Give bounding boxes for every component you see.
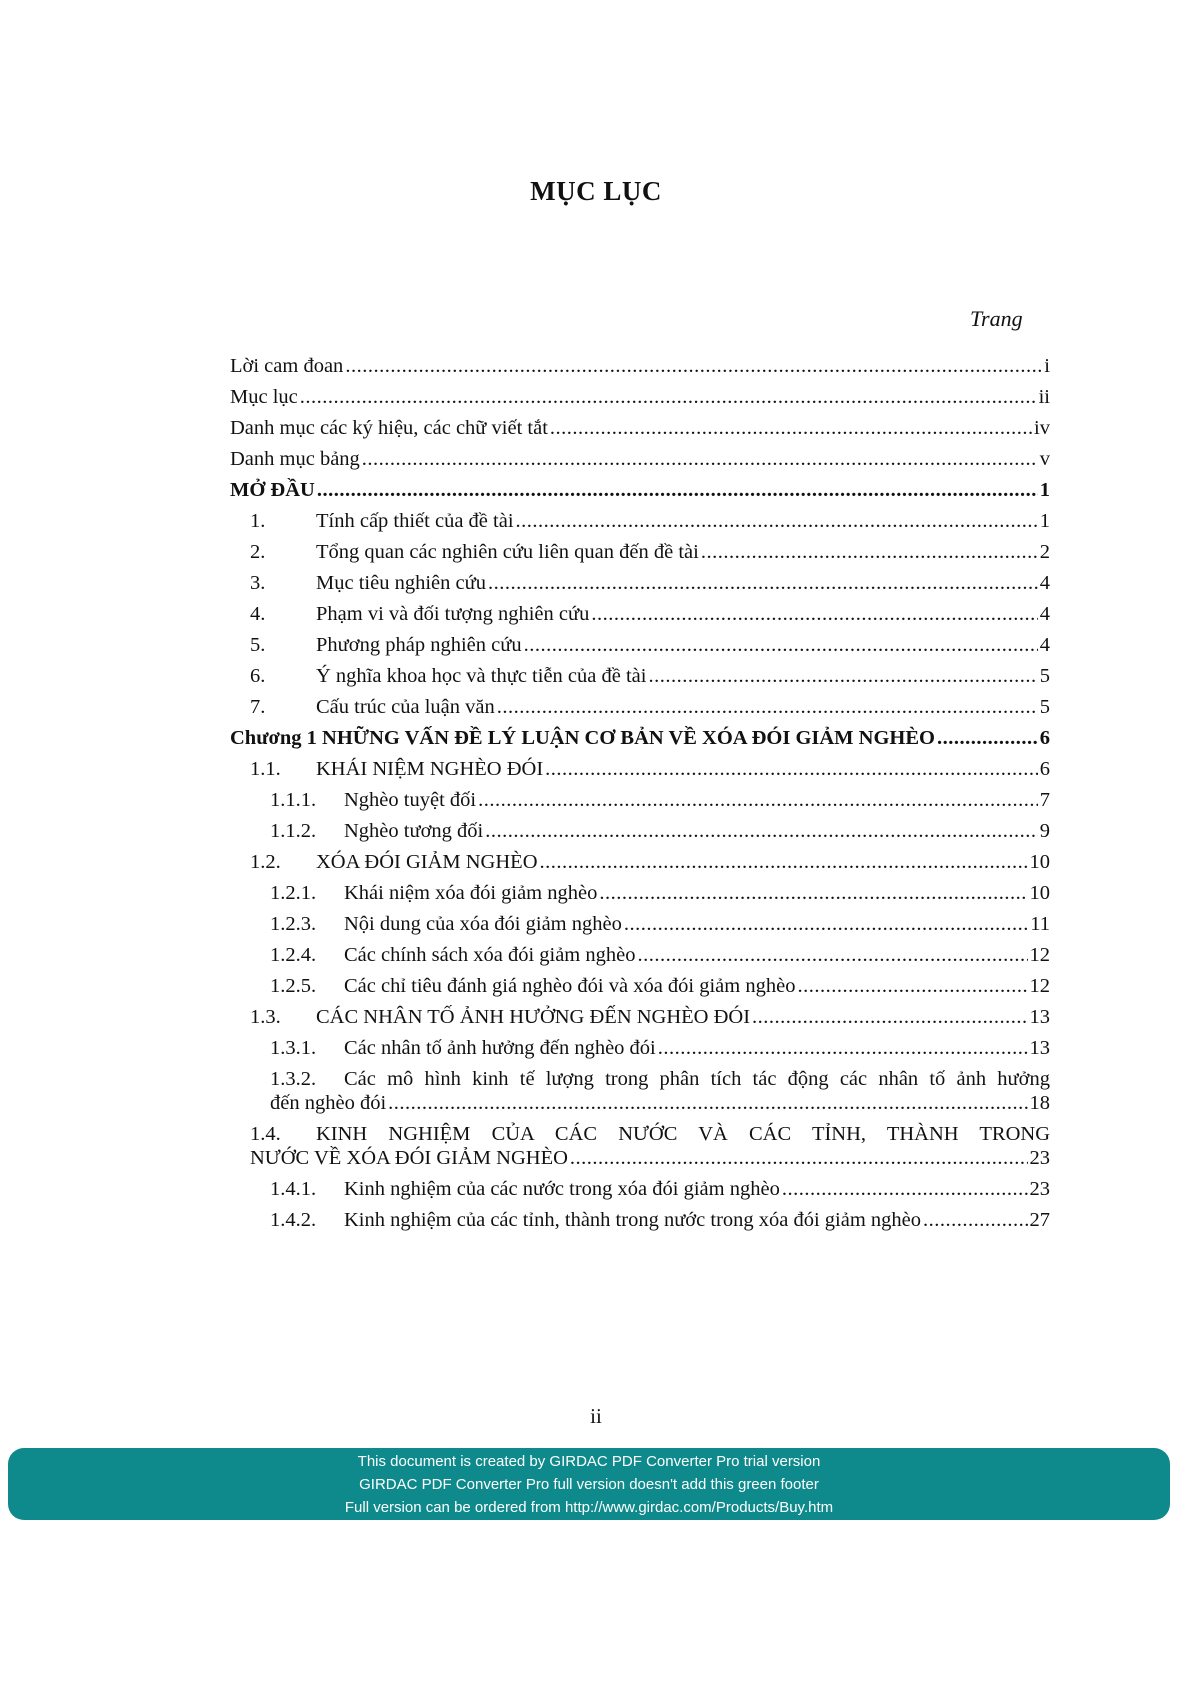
toc-entry-title: Phương pháp nghiên cứu xyxy=(316,634,522,656)
toc-entry-title: CÁC NHÂN TỐ ẢNH HƯỞNG ĐẾN NGHÈO ĐÓI xyxy=(316,1006,751,1028)
toc-entry-page: v xyxy=(1039,448,1050,470)
footer-line-3: Full version can be ordered from http://www.girdac.com/Products/Buy.htm xyxy=(344,1498,834,1516)
toc-entry-number: 1.3.1. xyxy=(270,1037,317,1059)
toc-entry-title: Khái niệm xóa đói giảm nghèo xyxy=(344,882,598,904)
toc-entry-number: 1.2.4. xyxy=(270,944,317,966)
toc-entry-number: 2. xyxy=(250,541,266,563)
toc-entry[interactable] xyxy=(230,1067,1050,1115)
toc-entry-page: 4 xyxy=(1039,572,1050,594)
toc-entry-title: Tổng quan các nghiên cứu liên quan đến đề tài xyxy=(316,541,699,563)
toc-entry-number: 1.3. xyxy=(250,1006,281,1028)
dot-leader xyxy=(570,1146,1028,1170)
footer-line-2: GIRDAC PDF Converter Pro full version doesn't add this green footer xyxy=(359,1475,819,1493)
toc-entry-page: 10 xyxy=(1029,851,1050,873)
toc-entry-title: đến nghèo đói xyxy=(270,1092,387,1114)
toc-entry-title: Phạm vi và đối tượng nghiên cứu xyxy=(316,603,590,625)
dot-leader xyxy=(540,850,1028,874)
dot-leader xyxy=(516,509,1038,533)
toc-entry-number: 4. xyxy=(250,603,266,625)
toc-entry-page: 12 xyxy=(1029,944,1050,966)
toc-entry-page: 27 xyxy=(1029,1209,1050,1231)
toc-entry-title: Chương 1 NHỮNG VẤN ĐỀ LÝ LUẬN CƠ BẢN VỀ XÓA ĐÓI GIẢM NGHÈO xyxy=(230,727,935,749)
toc-entry-title-lead: KINH NGHIỆM CỦA CÁC NƯỚC VÀ CÁC TỈNH, THÀNH TRONG xyxy=(316,1123,1050,1145)
toc-entry-number: 1.4.1. xyxy=(270,1178,317,1200)
toc-entry[interactable] xyxy=(230,1122,1050,1170)
dot-leader xyxy=(782,1177,1028,1201)
toc-entry[interactable] xyxy=(230,416,1050,440)
toc-entry[interactable] xyxy=(230,912,1050,936)
toc-entry-title: Các chính sách xóa đói giảm nghèo xyxy=(344,944,636,966)
toc-entry[interactable] xyxy=(230,1005,1050,1029)
dot-leader xyxy=(545,757,1038,781)
toc-entry-title: Danh mục bảng xyxy=(230,448,360,470)
toc-entry-page: 9 xyxy=(1039,820,1050,842)
toc-entry-title: Các nhân tố ảnh hưởng đến nghèo đói xyxy=(344,1037,656,1059)
toc-entry-page: 11 xyxy=(1030,913,1050,935)
dot-leader xyxy=(658,1036,1028,1060)
toc-entry[interactable] xyxy=(230,478,1050,502)
toc-entry-number: 1.1. xyxy=(250,758,281,780)
dot-leader xyxy=(362,447,1038,471)
toc-entry-page: 1 xyxy=(1039,510,1050,532)
dot-leader xyxy=(923,1208,1027,1232)
dot-leader xyxy=(488,571,1038,595)
dot-leader xyxy=(937,726,1038,750)
toc-entry-page: 2 xyxy=(1039,541,1050,563)
page-title: MỤC LỤC xyxy=(530,176,662,206)
toc-entry-number: 1.2.3. xyxy=(270,913,317,935)
toc-entry[interactable] xyxy=(230,602,1050,626)
toc-entry[interactable] xyxy=(230,943,1050,967)
toc-entry-title-lead: Các mô hình kinh tế lượng trong phân tích tác động các nhân tố ảnh hưởng xyxy=(344,1068,1050,1090)
toc-entry[interactable] xyxy=(230,633,1050,657)
toc-entry-page: 23 xyxy=(1029,1178,1050,1200)
toc-entry-title: Cấu trúc của luận văn xyxy=(316,696,495,718)
toc-entry-page: 10 xyxy=(1029,882,1050,904)
toc-entry[interactable] xyxy=(230,354,1050,378)
dot-leader xyxy=(485,819,1038,843)
dot-leader xyxy=(599,881,1027,905)
toc-entry-number: 1.4. xyxy=(250,1123,281,1145)
toc-entry-page: 6 xyxy=(1039,758,1050,780)
toc-entry-page: 13 xyxy=(1029,1006,1050,1028)
toc-entry-title: Nghèo tương đối xyxy=(344,820,484,842)
dot-leader xyxy=(524,633,1038,657)
toc-entry[interactable] xyxy=(230,726,1050,750)
toc-entry[interactable] xyxy=(230,757,1050,781)
toc-entry-title: Danh mục các ký hiệu, các chữ viết tắt xyxy=(230,417,548,439)
toc-entry-title: Ý nghĩa khoa học và thực tiễn của đề tài xyxy=(316,665,647,687)
toc-entry-page: 5 xyxy=(1039,665,1050,687)
toc-entry-title: KHÁI NIỆM NGHÈO ĐÓI xyxy=(316,758,544,780)
dot-leader xyxy=(648,664,1037,688)
toc-entry[interactable] xyxy=(230,1177,1050,1201)
toc-entry-number: 3. xyxy=(250,572,266,594)
toc-entry-title: Nghèo tuyệt đối xyxy=(344,789,477,811)
toc-entry-page: 7 xyxy=(1039,789,1050,811)
dot-leader xyxy=(497,695,1038,719)
page-number: ii xyxy=(590,1404,602,1428)
toc-entry-number: 6. xyxy=(250,665,266,687)
toc-entry-page: 23 xyxy=(1029,1147,1050,1169)
table-of-contents xyxy=(230,354,1050,1232)
toc-entry[interactable] xyxy=(230,540,1050,564)
trial-footer-banner xyxy=(8,1448,1170,1520)
dot-leader xyxy=(752,1005,1027,1029)
toc-entry-title: Các chỉ tiêu đánh giá nghèo đói và xóa đói giảm nghèo xyxy=(344,975,796,997)
toc-entry-page: 1 xyxy=(1039,479,1050,501)
toc-entry-page: ii xyxy=(1038,386,1050,408)
dot-leader xyxy=(637,943,1027,967)
toc-entry-page: 13 xyxy=(1029,1037,1050,1059)
toc-entry-number: 1.4.2. xyxy=(270,1209,317,1231)
toc-entry[interactable] xyxy=(230,664,1050,688)
toc-entry-number: 5. xyxy=(250,634,266,656)
toc-entry[interactable] xyxy=(230,447,1050,471)
dot-leader xyxy=(345,354,1042,378)
dot-leader xyxy=(550,416,1032,440)
toc-entry-number: 1.1.1. xyxy=(270,789,317,811)
toc-entry-number: 1.2.1. xyxy=(270,882,317,904)
toc-entry-number: 1.2. xyxy=(250,851,281,873)
toc-entry[interactable] xyxy=(230,788,1050,812)
toc-entry-page: 4 xyxy=(1039,634,1050,656)
toc-entry-number: 7. xyxy=(250,696,266,718)
toc-entry[interactable] xyxy=(230,881,1050,905)
toc-entry[interactable] xyxy=(230,695,1050,719)
footer-line-1: This document is created by GIRDAC PDF Converter Pro trial version xyxy=(357,1452,821,1470)
toc-entry-title: Mục lục xyxy=(230,386,298,408)
toc-entry-title: XÓA ĐÓI GIẢM NGHÈO xyxy=(316,851,538,873)
toc-entry-title: Mục tiêu nghiên cứu xyxy=(316,572,486,594)
toc-entry-number: 1.1.2. xyxy=(270,820,317,842)
toc-entry[interactable] xyxy=(230,1208,1050,1232)
toc-entry-title: MỞ ĐẦU xyxy=(230,479,315,501)
toc-entry-number: 1.3.2. xyxy=(270,1068,317,1090)
dot-leader xyxy=(624,912,1028,936)
toc-entry-title: Tính cấp thiết của đề tài xyxy=(316,510,514,532)
dot-leader xyxy=(478,788,1038,812)
dot-leader xyxy=(388,1091,1027,1115)
toc-entry-page: i xyxy=(1044,355,1050,377)
dot-leader xyxy=(317,478,1038,502)
toc-entry-page: iv xyxy=(1034,417,1050,439)
toc-entry-number: 1. xyxy=(250,510,266,532)
dot-leader xyxy=(591,602,1037,626)
toc-entry-number: 1.2.5. xyxy=(270,975,317,997)
toc-entry[interactable] xyxy=(230,571,1050,595)
toc-entry-page: 12 xyxy=(1029,975,1050,997)
toc-entry-title: Nội dung của xóa đói giảm nghèo xyxy=(344,913,622,935)
toc-entry[interactable] xyxy=(230,385,1050,409)
toc-entry-page: 5 xyxy=(1039,696,1050,718)
toc-entry-page: 6 xyxy=(1039,727,1050,749)
dot-leader xyxy=(300,385,1037,409)
toc-entry[interactable] xyxy=(230,974,1050,998)
toc-entry[interactable] xyxy=(230,850,1050,874)
toc-entry-title: NƯỚC VỀ XÓA ĐÓI GIẢM NGHÈO xyxy=(250,1147,568,1169)
toc-entry[interactable] xyxy=(230,509,1050,533)
toc-entry-page: 18 xyxy=(1029,1092,1050,1114)
dot-leader xyxy=(797,974,1027,998)
toc-entry-title: Lời cam đoan xyxy=(230,355,344,377)
page-column-header: Trang xyxy=(970,306,1023,331)
toc-entry[interactable] xyxy=(230,819,1050,843)
toc-entry-title: Kinh nghiệm của các nước trong xóa đói giảm nghèo xyxy=(344,1178,780,1200)
toc-entry-page: 4 xyxy=(1039,603,1050,625)
dot-leader xyxy=(701,540,1038,564)
toc-entry[interactable] xyxy=(230,1036,1050,1060)
toc-entry-title: Kinh nghiệm của các tỉnh, thành trong nước trong xóa đói giảm nghèo xyxy=(344,1209,922,1231)
